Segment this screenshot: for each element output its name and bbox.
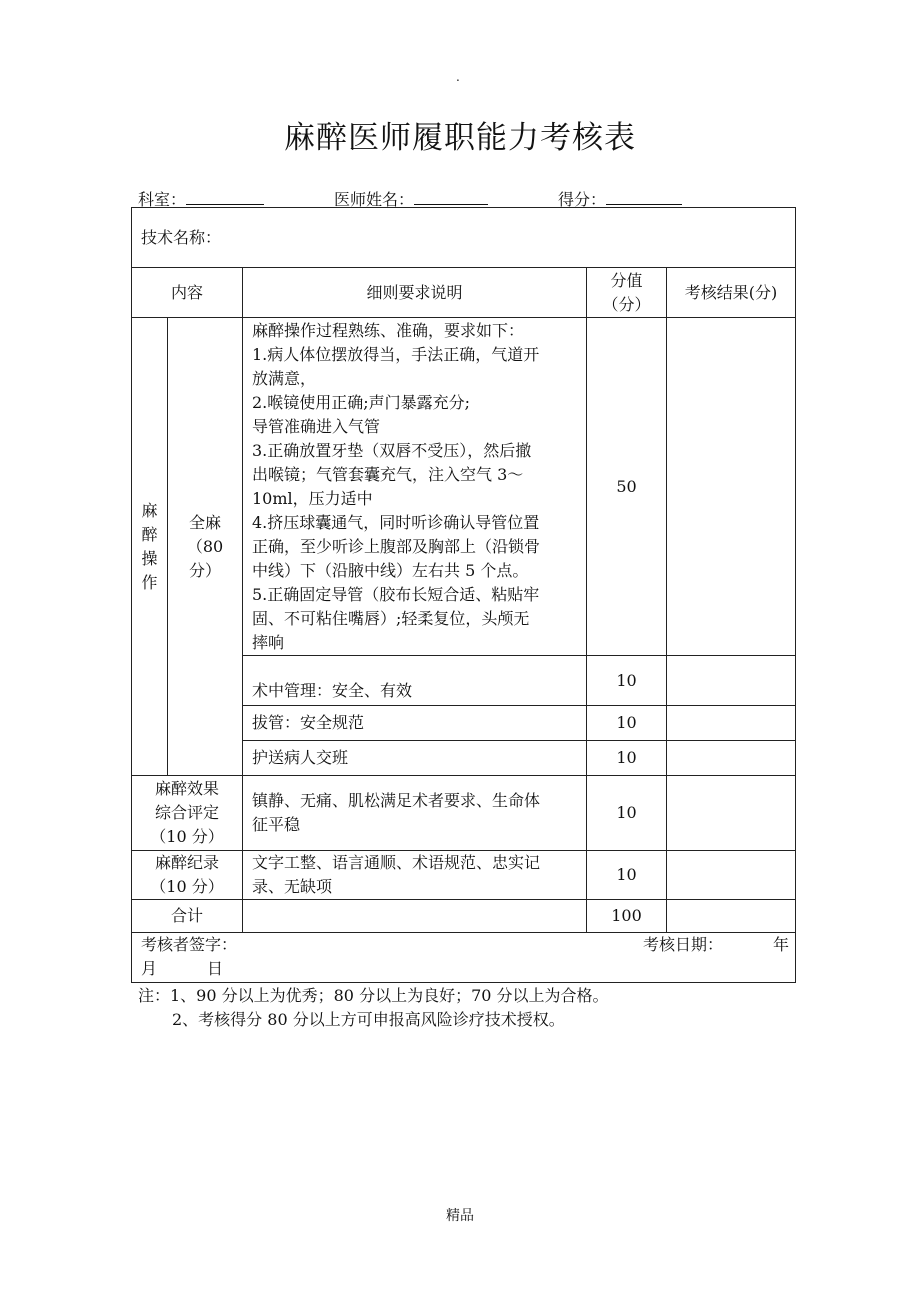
header-points-line2: （分） — [602, 294, 651, 314]
day-label: 日 — [207, 959, 224, 978]
detail-cell: 拔管：安全规范 — [243, 706, 587, 741]
detail-line: 导管准确进入气管 — [252, 416, 381, 436]
detail-line: 正确，至少听诊上腹部及胸部上（沿锁骨 — [252, 536, 541, 556]
total-points-cell: 100 — [587, 900, 667, 933]
department-label: 科室： — [138, 190, 187, 209]
date-group — [643, 933, 789, 957]
note-line-1: 注：1、90 分以上为优秀；80 分以上为良好；70 分以上为合格。 — [138, 986, 609, 1005]
detail-cell: 术中管理：安全、有效 — [243, 656, 587, 706]
department-blank[interactable] — [186, 190, 264, 205]
detail-line: 4.挤压球囊通气，同时听诊确认导管位置 — [252, 512, 540, 532]
detail-line: 10ml，压力适中 — [252, 488, 373, 508]
detail-line: 1.病人体位摆放得当，手法正确，气道开 — [252, 344, 540, 364]
detail-line: 中线）下（沿腋中线）左右共 5 个点。 — [252, 560, 529, 580]
effect-detail-cell — [243, 776, 587, 851]
result-cell[interactable] — [667, 318, 796, 656]
tech-name-cell[interactable] — [132, 208, 796, 268]
score-blank[interactable] — [606, 190, 682, 205]
signature-line1 — [141, 933, 789, 957]
detail-line: 固、不可粘住嘴唇）;轻柔复位，头颅无 — [252, 608, 530, 628]
effect-label-cell — [132, 776, 243, 851]
date-label: 考核日期： — [642, 935, 723, 954]
header-detail: 细则要求说明 — [243, 268, 587, 318]
result-cell[interactable] — [667, 776, 796, 851]
points-cell: 10 — [587, 656, 667, 706]
result-cell[interactable] — [667, 656, 796, 706]
points-cell: 10 — [587, 776, 667, 851]
header-result: 考核结果(分) — [667, 268, 796, 318]
subgroup-label-line3: 分） — [188, 560, 221, 580]
total-label-cell: 合计 — [132, 900, 243, 933]
signature-row — [132, 933, 796, 983]
note-line-2: 2、考核得分 80 分以上方可申报高风险诊疗技术授权。 — [172, 1010, 565, 1029]
tech-name-label: 技术名称： — [141, 227, 222, 247]
doctor-name-blank[interactable] — [414, 190, 488, 205]
detail-line: 出喉镜；气管套囊充气，注入空气 3～ — [252, 464, 524, 484]
detail-cell-operation — [243, 318, 587, 656]
signer-label: 考核者签字： — [141, 935, 238, 954]
total-detail-cell — [243, 900, 587, 933]
group-label-cell — [132, 318, 168, 776]
effect-label-line2: 综合评定 — [154, 803, 219, 822]
doctor-name-label: 医师姓名： — [334, 190, 415, 209]
detail-line: 麻醉操作过程熟练、准确，要求如下： — [252, 320, 525, 340]
month-label: 月 — [141, 959, 158, 978]
header-row — [132, 268, 796, 318]
detail-cell: 护送病人交班 — [243, 741, 587, 776]
detail-line: 3.正确放置牙垫（双唇不受压），然后撤 — [252, 440, 532, 460]
year-label: 年 — [772, 935, 789, 954]
record-label-line2: （10 分） — [150, 877, 224, 896]
result-cell[interactable] — [667, 741, 796, 776]
points-cell: 10 — [587, 741, 667, 776]
detail-line: 放满意， — [252, 368, 317, 388]
header-points-line1: 分值 — [610, 270, 643, 290]
record-detail-cell — [243, 851, 587, 900]
tech-name-row — [132, 208, 796, 268]
effect-label-line3: （10 分） — [150, 827, 224, 846]
header-points — [587, 268, 667, 318]
detail-line: 5.正确固定导管（胶布长短合适、粘贴牢 — [252, 584, 540, 604]
detail-line: 2.喉镜使用正确;声门暴露充分; — [252, 392, 471, 412]
points-cell: 10 — [587, 851, 667, 900]
detail-line: 录、无缺项 — [252, 877, 333, 896]
detail-line: 摔响 — [252, 632, 285, 652]
detail-line: 镇静、无痛、肌松满足术者要求、生命体 — [252, 791, 541, 810]
score-label: 得分： — [558, 190, 607, 209]
signature-line2 — [141, 957, 789, 981]
header-dot: . — [456, 70, 460, 84]
subgroup-label-line1: 全麻 — [188, 512, 221, 532]
header-content: 内容 — [132, 268, 243, 318]
detail-line: 文字工整、语言通顺、术语规范、忠实记 — [252, 853, 541, 872]
table-row — [132, 318, 796, 656]
result-cell[interactable] — [667, 851, 796, 900]
signature-cell[interactable] — [132, 933, 796, 983]
record-label-cell — [132, 851, 243, 900]
page-title: 麻醉医师履职能力考核表 — [284, 120, 636, 156]
assessment-table — [131, 207, 796, 983]
result-cell[interactable] — [667, 706, 796, 741]
total-result-cell[interactable] — [667, 900, 796, 933]
subgroup-label-line2: （80 — [186, 536, 224, 556]
subgroup-label-cell — [168, 318, 243, 776]
group-label-anesthesia-operation: 麻醉操作 — [141, 500, 158, 592]
table-row — [132, 851, 796, 900]
total-row — [132, 900, 796, 933]
effect-label-line1: 麻醉效果 — [154, 779, 219, 798]
table-row — [132, 776, 796, 851]
footer-text: 精品 — [446, 1208, 474, 1224]
record-label-line1: 麻醉纪录 — [154, 853, 219, 872]
points-cell: 10 — [587, 706, 667, 741]
detail-line: 征平稳 — [252, 815, 301, 834]
points-cell: 50 — [587, 318, 667, 656]
